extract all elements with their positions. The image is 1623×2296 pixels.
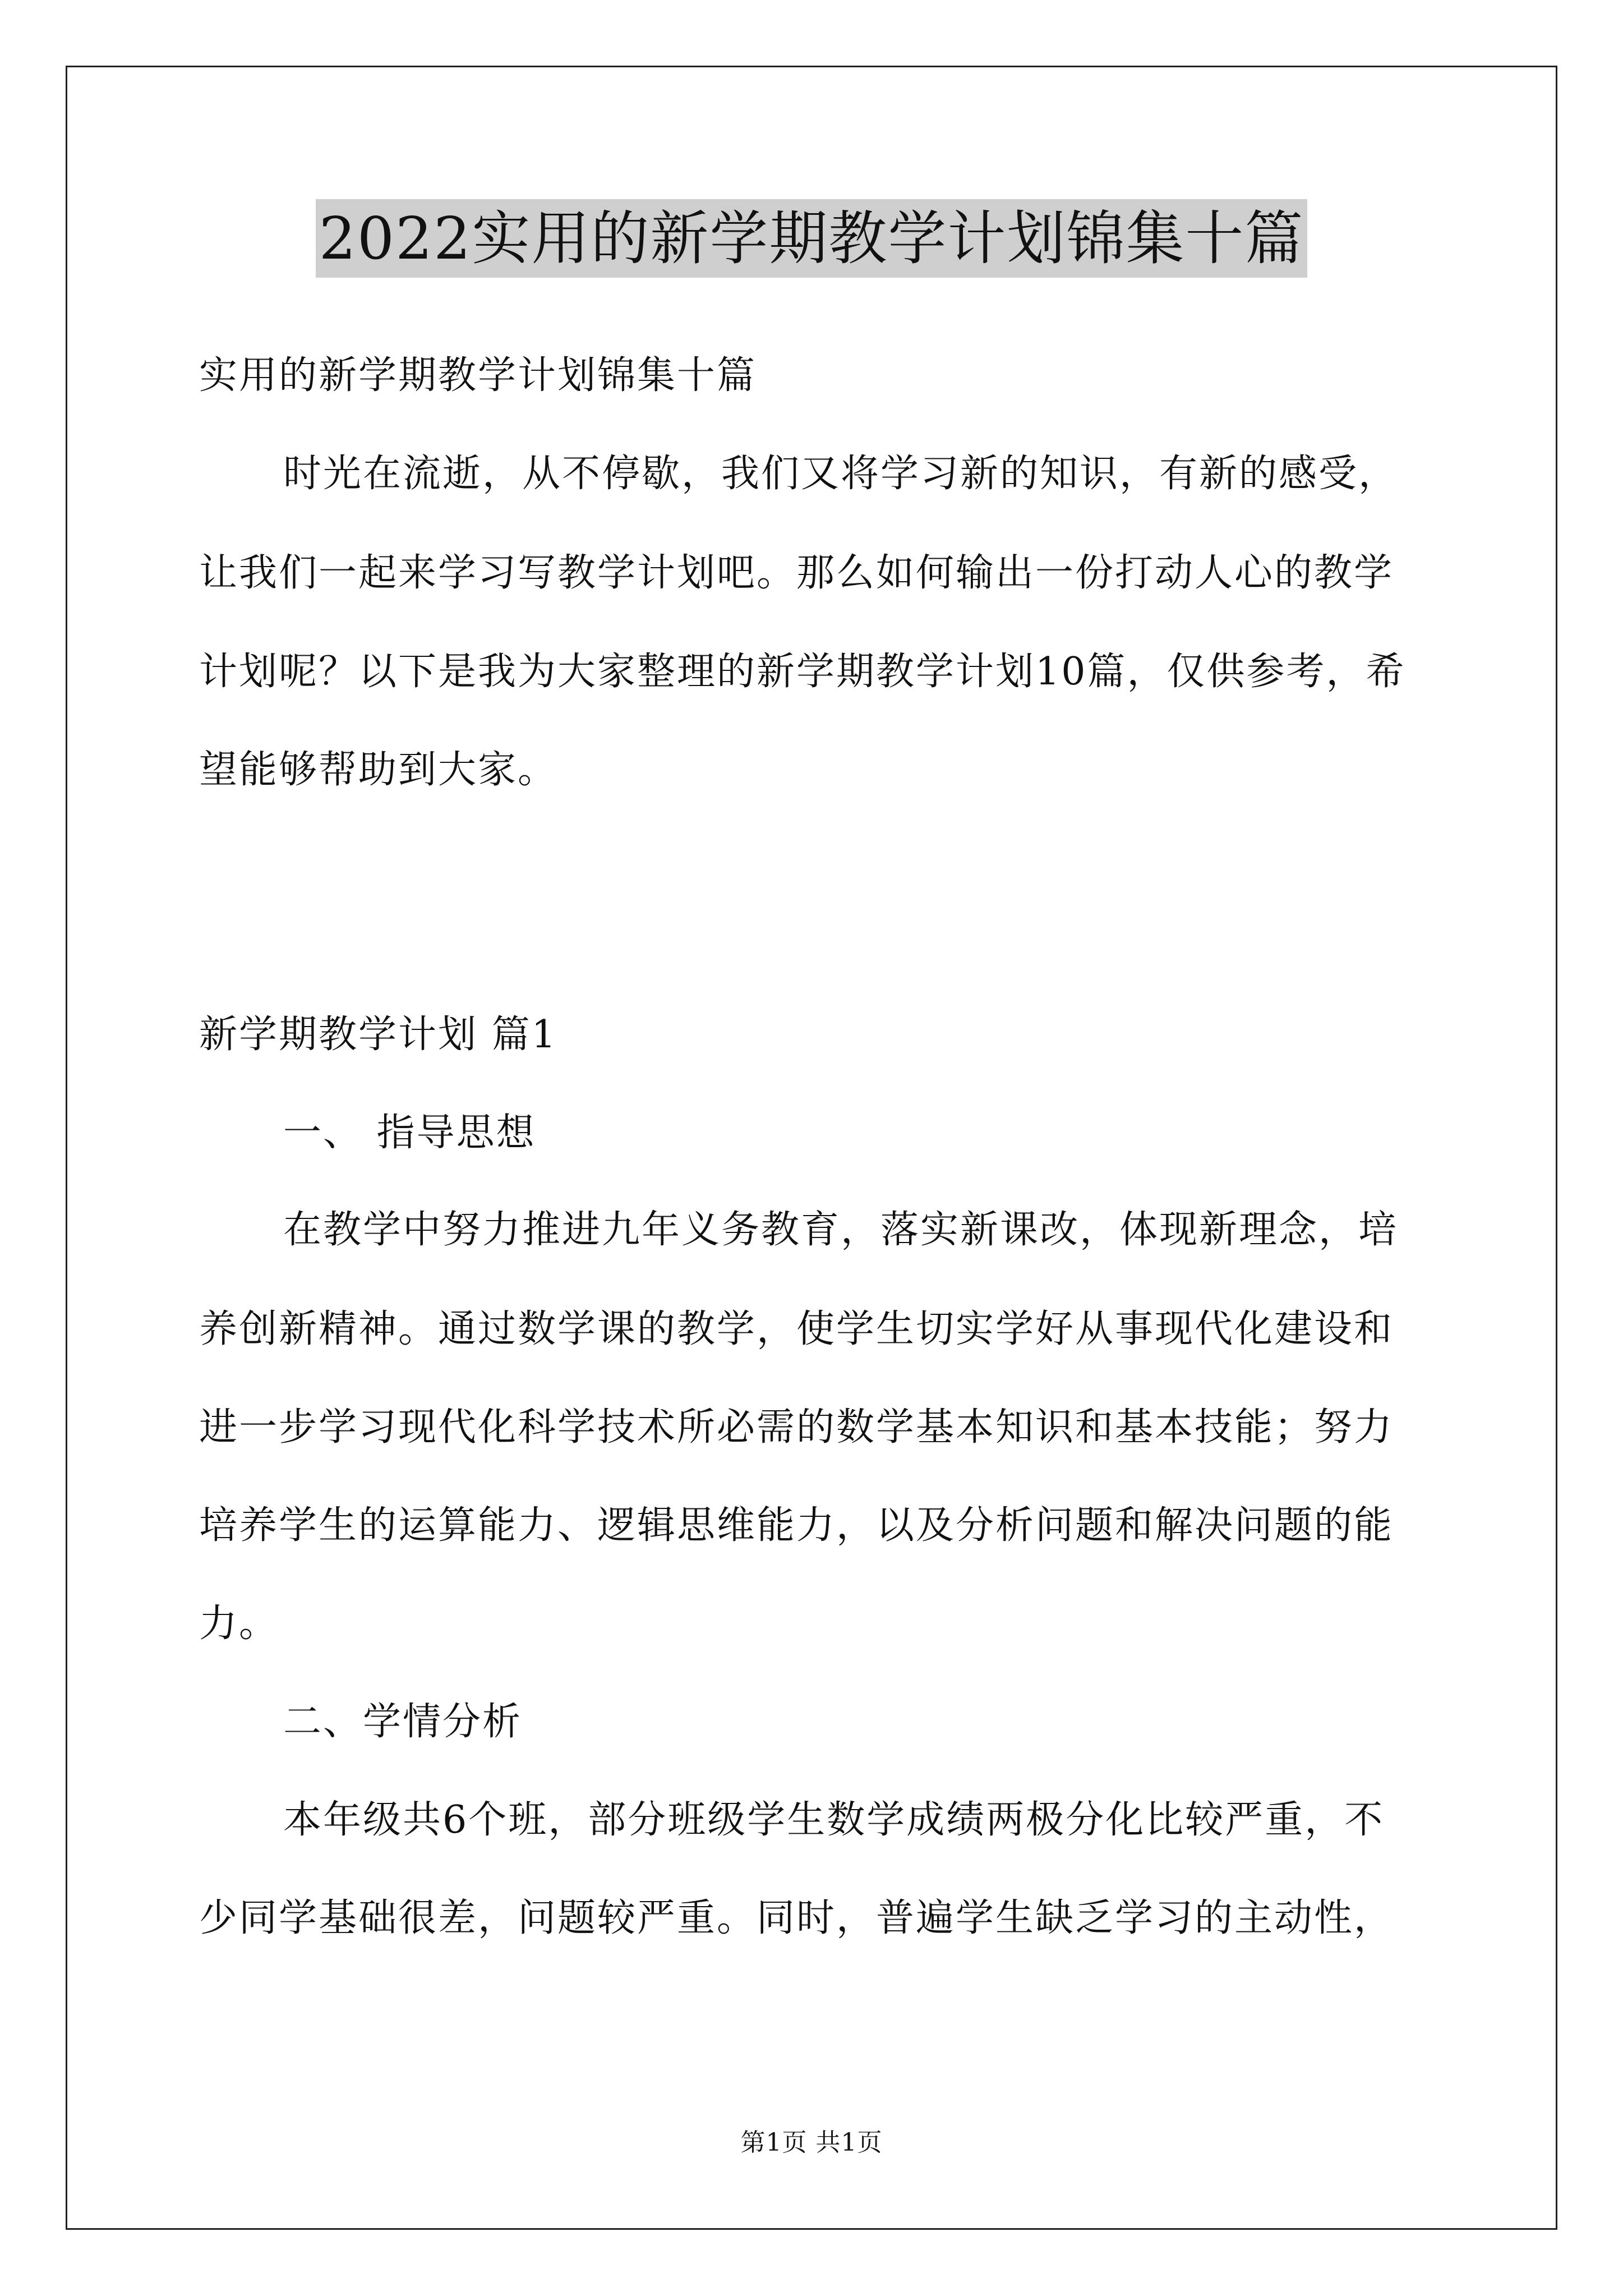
intro-line-3: 计划呢？以下是我为大家整理的新学期教学计划10篇，仅供参考，希 (199, 650, 1406, 694)
part2-heading: 二、学情分析 (283, 1700, 523, 1744)
document-subtitle: 实用的新学期教学计划锦集十篇 (199, 353, 757, 398)
part1-line-1: 在教学中努力推进九年义务教育，落实新课改，体现新理念，培 (283, 1208, 1399, 1252)
part1-heading: 一、 指导思想 (283, 1111, 536, 1155)
page-footer: 第1页 共1页 (740, 2128, 883, 2157)
intro-line-2: 让我们一起来学习写教学计划吧。那么如何输出一份打动人心的教学 (199, 551, 1394, 595)
part2-line-2: 少同学基础很差，问题较严重。同时，普遍学生缺乏学习的主动性， (199, 1896, 1394, 1940)
part1-line-3: 进一步学习现代化科学技术所必需的数学基本知识和基本技能；努力 (199, 1405, 1394, 1450)
part1-line-2: 养创新精神。通过数学课的教学，使学生切实学好从事现代化建设和 (199, 1307, 1394, 1351)
document-title: 2022实用的新学期教学计划锦集十篇 (316, 199, 1308, 278)
intro-line-4: 望能够帮助到大家。 (199, 748, 558, 792)
part1-line-4: 培养学生的运算能力、逻辑思维能力，以及分析问题和解决问题的能 (199, 1503, 1394, 1548)
section-heading: 新学期教学计划 篇1 (199, 1013, 557, 1057)
intro-line-1: 时光在流逝，从不停歇，我们又将学习新的知识，有新的感受， (283, 452, 1399, 496)
title-container (0, 199, 1623, 278)
part2-line-1: 本年级共6个班，部分班级学生数学成绩两极分化比较严重，不 (283, 1798, 1385, 1842)
part1-line-5: 力。 (199, 1602, 279, 1646)
